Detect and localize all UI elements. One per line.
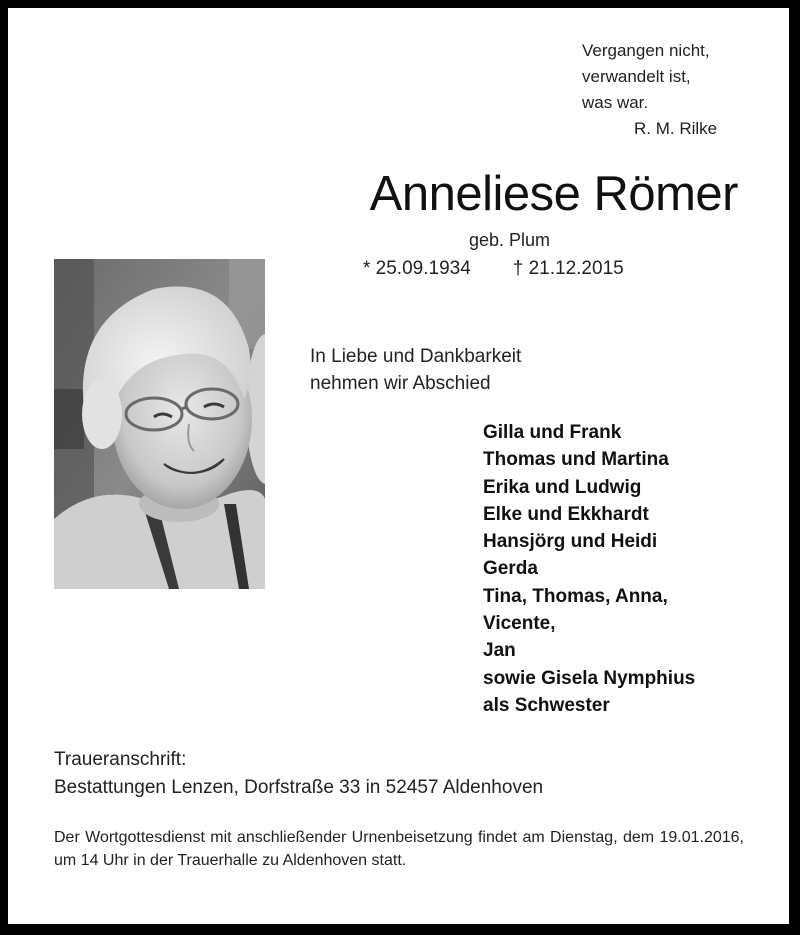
portrait-photo-image (54, 259, 265, 589)
farewell-line: nehmen wir Abschied (310, 373, 491, 394)
farewell-text (310, 343, 521, 397)
mourner-line: Hansjörg und Heidi (483, 531, 658, 553)
address-text: Bestattungen Lenzen, Dorfstraße 33 in 52457 Aldenhoven (54, 777, 544, 798)
mourner-line: Elke und Ekkhardt (483, 503, 649, 525)
mourner-line: Gerda (483, 558, 538, 580)
mourner-line: Tina, Thomas, Anna, (483, 585, 668, 607)
service-notice: Der Wortgottesdienst mit anschließender Urnenbeisetzung findet am Dienstag, dem 19.01.2016, um 14 Uhr in der Trauerhalle zu Aldenhoven statt. (54, 829, 744, 869)
portrait-photo (54, 259, 265, 589)
mourner-line: Erika und Ludwig (483, 476, 642, 498)
mourner-line: Thomas und Martina (483, 449, 669, 471)
address-label: Traueranschrift: (54, 749, 187, 770)
mourner-line: Vicente, (483, 613, 556, 635)
quote-line: verwandelt ist, (582, 67, 691, 86)
obituary-notice (8, 8, 789, 924)
rilke-quote (582, 38, 717, 142)
deceased-name: Anneliese Römer (369, 167, 738, 221)
mourning-address (54, 746, 543, 802)
quote-line: was war. (582, 93, 649, 112)
mourner-line: Jan (483, 640, 516, 662)
quote-line: Vergangen nicht, (582, 41, 710, 60)
farewell-line: In Liebe und Dankbarkeit (310, 346, 522, 367)
death-date: † 21.12.2015 (512, 258, 624, 279)
quote-author: R. M. Rilke (634, 119, 718, 138)
mourners-list (483, 419, 695, 719)
birth-date: * 25.09.1934 (363, 258, 471, 279)
mourner-line: als Schwester (483, 694, 610, 716)
birth-name: geb. Plum (469, 230, 551, 250)
mourner-line: Gilla und Frank (483, 422, 622, 443)
life-dates (363, 258, 624, 280)
mourner-line: sowie Gisela Nymphius (483, 667, 696, 689)
